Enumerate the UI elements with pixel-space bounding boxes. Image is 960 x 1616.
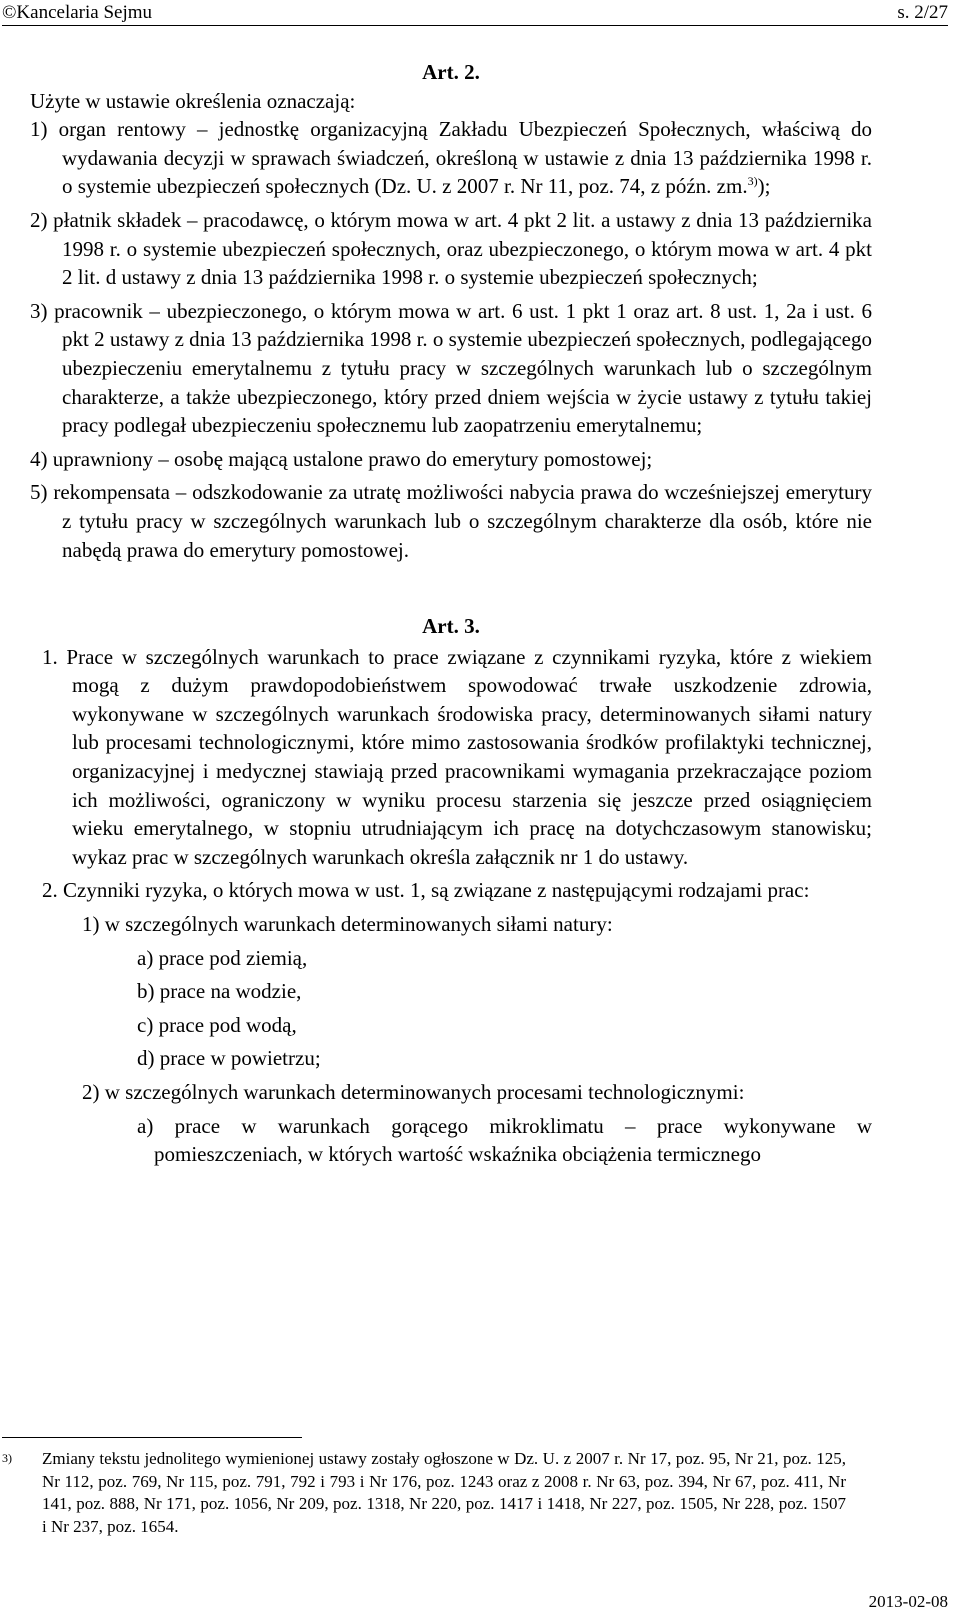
header-divider [2, 25, 948, 26]
article-3-lit: c) prace pod wodą, [137, 1012, 297, 1037]
article-3-pkt-2: 2) w szczególnych warunkach determinowanych procesami technologicznymi: [82, 1080, 745, 1104]
footnote-mark: 3) [2, 1451, 12, 1465]
article-2-item-1 [30, 115, 872, 201]
article-2-item-2: 2) płatnik składek – pracodawcę, o którym mowa w art. 4 pkt 2 lit. a ustawy z dnia 13 października 1998 r. o systemie ubezpieczeń społecznych, oraz ubezpieczonego, o którym mowa w art. 4 pkt 2 lit. d ustawy z dnia 13 października 1998 r. o systemie ubezpieczeń społecznych; [30, 207, 872, 290]
article-2-item-3: 3) pracownik – ubezpieczonego, o którym mowa w art. 6 ust. 1 pkt 1 oraz art. 8 ust. 1, 2a i ust. 6 pkt 2 ustawy z dnia 13 października 1998 r. o systemie ubezpieczeń społecznych, podlegającego ubezpieczeniu emerytalnemu z tytułu pracy w szczególnych warunkach lub o szczególnym charakterze, a także ubezpieczonego, który przed dniem wejścia w życie ustawy z tytułu takiej pracy podlegał ubezpieczeniu społecznemu lub zaopatrzeniu emerytalnemu; [30, 298, 872, 438]
article-2-title: Art. 2. [422, 60, 480, 84]
article-3-pkt-1: 1) w szczególnych warunkach determinowanych siłami natury: [82, 912, 613, 937]
document-body [30, 58, 872, 1169]
footnote-text: Zmiany tekstu jednolitego wymienionej ustawy zostały ogłoszone w Dz. U. z 2007 r. Nr 17, poz. 95, Nr 21, poz. 125, Nr 112, poz. 769, Nr 115, poz. 791, 792 i 793 i Nr 176, poz. 1243 oraz z 2008 r. Nr 63, poz. 394, Nr 67, poz. 411, Nr 141, poz. 888, Nr 171, poz. 1056, Nr 209, poz. 1318, Nr 220, poz. 1417 i 1418, Nr 227, poz. 1505, Nr 228, poz. 1507 i Nr 237, poz. 1654. [42, 1449, 846, 1536]
footnote-divider [2, 1437, 302, 1438]
article-3-title: Art. 3. [422, 614, 480, 639]
footnote-ref: 3) [747, 174, 758, 189]
article-2-item-4: 4) uprawniony – osobę mającą ustalone prawo do emerytury pomostowej; [30, 446, 653, 471]
footer-date: 2013-02-08 [868, 1592, 948, 1611]
header-page-number: s. 2/27 [897, 2, 948, 23]
article-3-lit: d) prace w powietrzu; [137, 1046, 321, 1071]
article-3-pkt-2-lit-a: a) prace w warunkach gorącego mikroklimatu – prace wykonywane w pomieszczeniach, w których wartość wskaźnika obciążenia termicznego [137, 1113, 872, 1167]
article-3-lit: b) prace na wodzie, [137, 979, 302, 1004]
article-3-ust-1: 1. Prace w szczególnych warunkach to prace związane z czynnikami ryzyka, które z wiekiem mogą z dużym prawdopodobieństwem spowodować trwałe uszkodzenie zdrowia, wykonywane w szczególnych warunkach środowiska pracy, determinowanych siłami natury lub procesami technologicznymi, które mimo zastosowania środków profilaktyki technicznej, organizacyjnej i medycznej stawiają przed pracownikami wymagania przekraczające poziom ich możliwości, ograniczony w wyniku procesu starzenia się jeszcze przed osiągnięciem wieku emerytalnego, w stopniu utrudniającym ich pracę na dotychczasowym stanowisku; wykaz prac w szczególnych warunkach określa załącznik nr 1 do ustawy. [42, 644, 872, 869]
header-publisher: ©Kancelaria Sejmu [2, 2, 153, 23]
article-2-item-1-tail: ); [757, 174, 771, 199]
article-3-lit: a) prace pod ziemią, [137, 945, 308, 970]
article-3-ust-2: 2. Czynniki ryzyka, o których mowa w ust. 1, są związane z następującymi rodzajami prac: [42, 878, 810, 903]
article-2-intro: Użyte w ustawie określenia oznaczają: [30, 88, 356, 113]
article-2-item-5: 5) rekompensata – odszkodowanie za utratę możliwości nabycia prawa do wcześniejszej emerytury z tytułu pracy w szczególnych warunkach lub o szczególnym charakterze dla osób, które nie nabędą prawa do emerytury pomostowej. [30, 480, 872, 562]
article-2-item-1-text: 1) organ rentowy – jednostkę organizacyjną Zakładu Ubezpieczeń Społecznych, właściwą do wydawania decyzji w sprawach świadczeń, określoną w ustawie z dnia 13 października 1998 r. o systemie ubezpieczeń społecznych (Dz. U. z 2007 r. Nr 11, poz. 74, z późn. zm. [30, 117, 872, 199]
footnote [2, 1448, 846, 1538]
